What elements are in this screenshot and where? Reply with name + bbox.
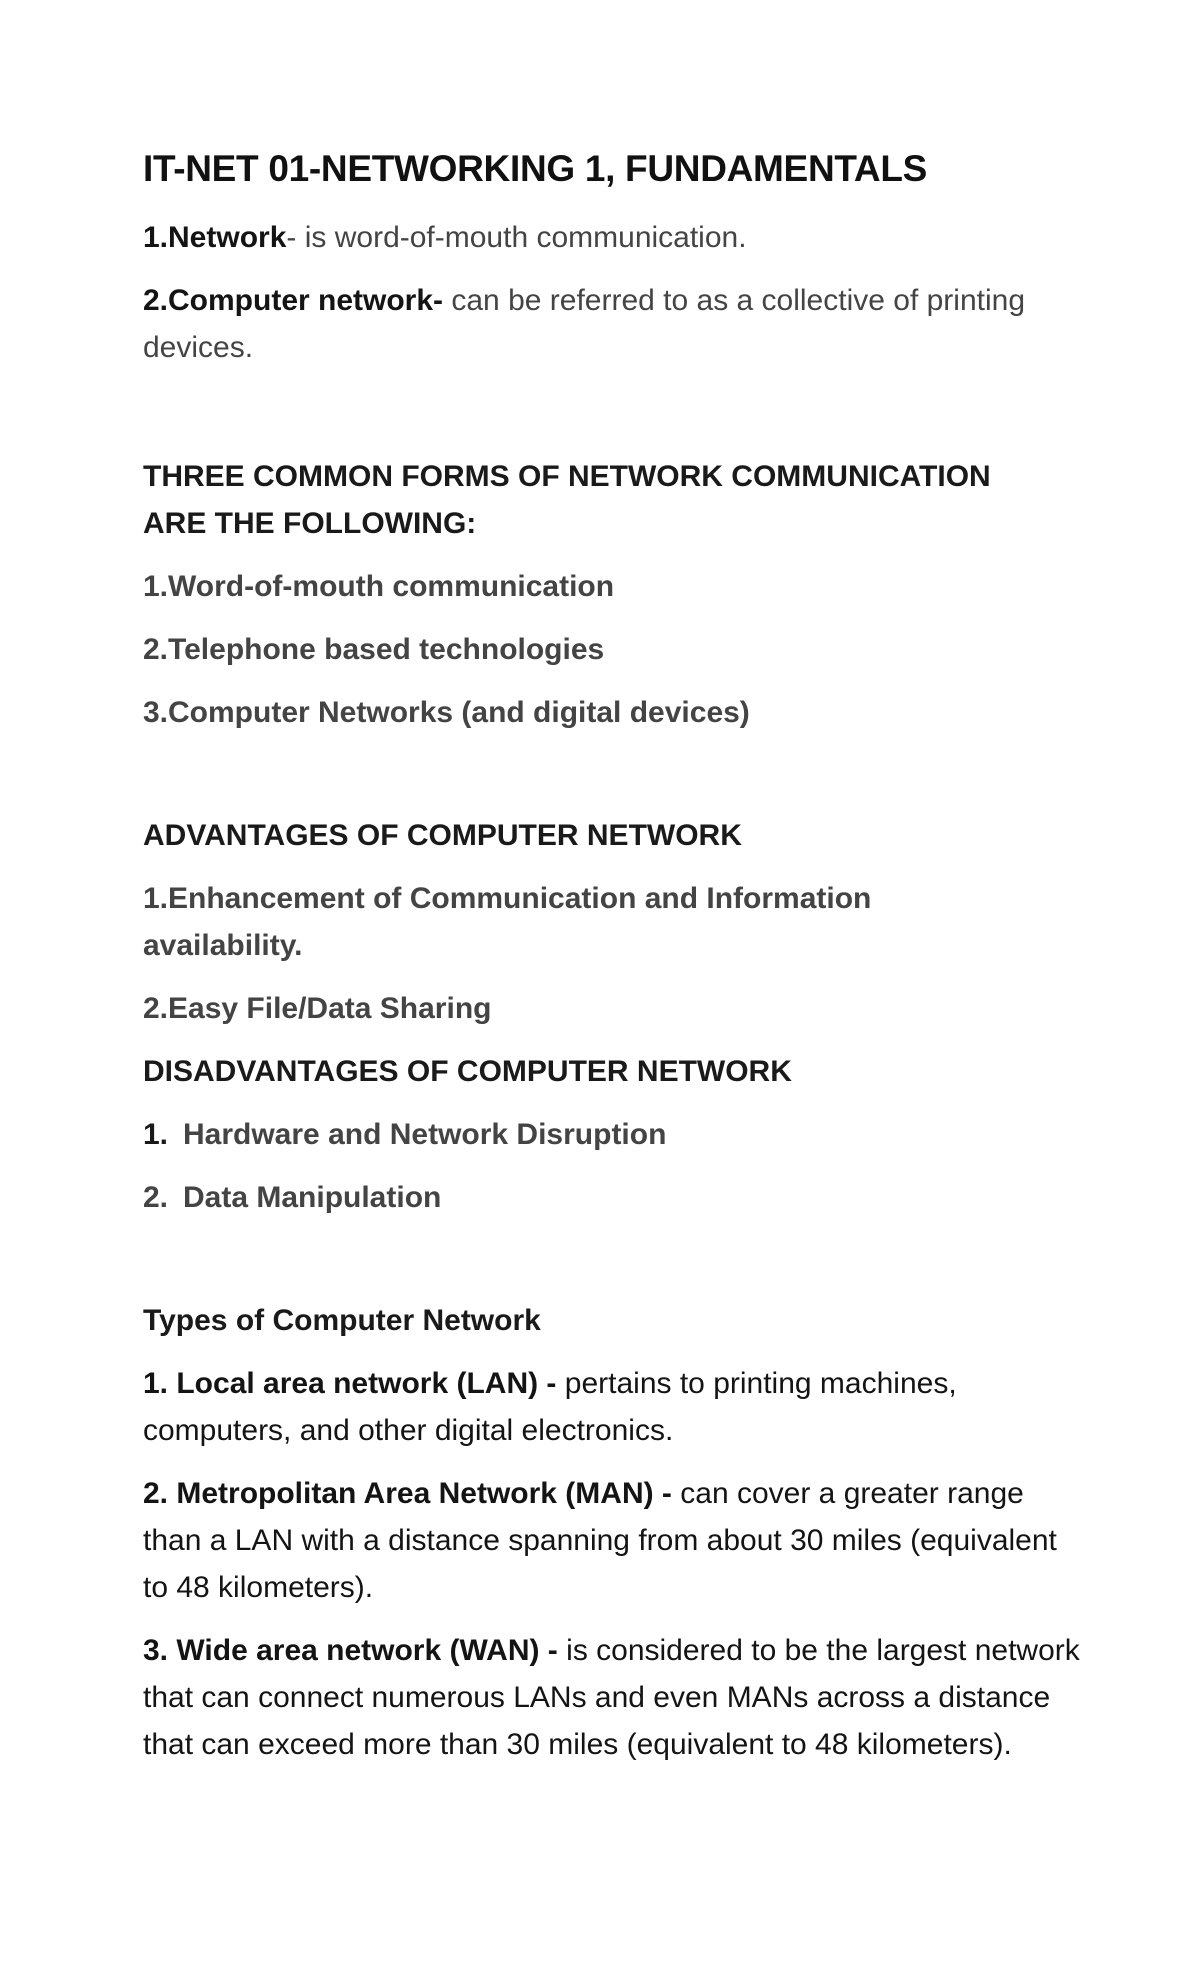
advantages-heading: ADVANTAGES OF COMPUTER NETWORK [143,819,742,852]
types-heading: Types of Computer Network [143,1304,541,1337]
definition-text: is word-of-mouth communication. [296,221,747,254]
types-item-lan [143,1360,1080,1454]
definition-term: 2.Computer network- [143,284,444,317]
advantages-item: 2.Easy File/Data Sharing [143,992,492,1025]
type-term: 2. Metropolitan Area Network (MAN) - [143,1477,672,1510]
definition-text: can be referred to as a collective of printing devices. [143,284,1026,364]
type-term: 1. Local area network (LAN) - [143,1367,557,1400]
type-text: pertains to printing machines, computers, and other digital electronics. [143,1367,957,1447]
forms-item: 3.Computer Networks (and digital devices) [143,696,750,729]
forms-item: 1.Word-of-mouth communication [143,570,615,603]
type-text: can cover a greater range than a LAN with a distance spanning from about 30 miles (equivalent to 48 kilometers). [143,1477,1057,1604]
definition-computer-network [143,277,1080,371]
list-text: Data Manipulation [183,1181,442,1214]
disadvantages-heading: DISADVANTAGES OF COMPUTER NETWORK [143,1055,792,1088]
forms-item: 2.Telephone based technologies [143,633,605,666]
forms-heading: THREE COMMON FORMS OF NETWORK COMMUNICATION ARE THE FOLLOWING: [143,460,991,540]
disadvantages-item [143,1111,1080,1158]
types-item-wan [143,1627,1080,1768]
list-text: Hardware and Network Disruption [183,1118,667,1151]
type-text: is considered to be the largest network that can connect numerous LANs and even MANs across a distance that can exceed more than 30 miles (equivalent to 48 kilometers). [143,1634,1080,1761]
types-item-man [143,1470,1080,1611]
advantages-item: 1.Enhancement of Communication and Information availability. [143,882,872,962]
definition-separator: - [286,221,297,254]
definition-term: 1.Network [143,221,287,254]
disadvantages-item [143,1174,1080,1221]
document-title: IT-NET 01-NETWORKING 1, FUNDAMENTALS [143,148,928,189]
type-term: 3. Wide area network (WAN) - [143,1634,558,1667]
list-number: 1. [143,1118,169,1151]
list-number: 2. [143,1181,169,1214]
definition-network [143,214,1080,261]
